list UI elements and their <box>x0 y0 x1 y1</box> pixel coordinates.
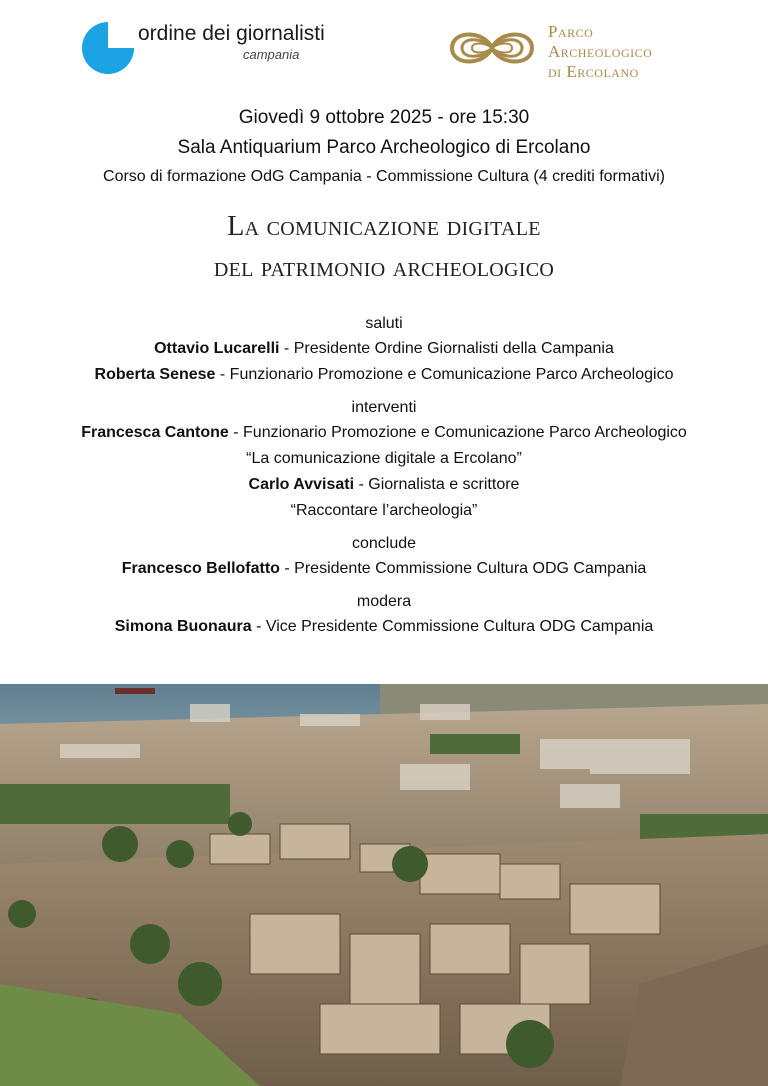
title-line-1: La comunicazione digitale <box>227 211 541 242</box>
parco-line-1: Parco <box>548 22 594 41</box>
speaker-role: - Funzionario Promozione e Comunicazione Parco Archeologico <box>228 424 687 441</box>
speaker-role: - Vice Presidente Commissione Cultura ODG Campania <box>251 618 654 635</box>
section-modera-label: modera <box>356 593 412 610</box>
speaker-name: Simona Buonaura <box>114 618 252 635</box>
speaker-role: - Giornalista e scrittore <box>354 476 520 493</box>
section-interventi-label: interventi <box>351 399 417 416</box>
parco-line-2: Archeologico <box>548 42 653 61</box>
program <box>0 312 768 640</box>
page-title <box>0 206 768 288</box>
speaker-line <box>0 362 768 388</box>
speaker-name: Carlo Avvisati <box>248 476 355 493</box>
speaker-line <box>0 556 768 582</box>
speaker-role: - Presidente Ordine Giornalisti della Campania <box>279 340 614 357</box>
speaker-line <box>0 420 768 446</box>
talk-title: “Raccontare l’archeologia” <box>290 502 478 519</box>
speaker-name: Ottavio Lucarelli <box>154 340 280 357</box>
speaker-name: Roberta Senese <box>94 366 216 383</box>
title-line-2: del patrimonio archeologico <box>213 252 555 283</box>
odg-circle-icon <box>80 20 136 76</box>
event-date: Giovedì 9 ottobre 2025 - ore 15:30 <box>238 107 530 128</box>
header <box>0 0 768 92</box>
speaker-line <box>0 614 768 640</box>
event-info <box>0 104 768 189</box>
speaker-name: Francesco Bellofatto <box>121 560 280 577</box>
odg-sub: campania <box>243 47 300 62</box>
talk-title: “La comunicazione digitale a Ercolano” <box>246 450 522 467</box>
aerial-photo-herculaneum <box>0 684 768 1086</box>
odg-name: ordine dei giornalisti <box>138 22 325 45</box>
ruins-illustration <box>0 684 768 1086</box>
parco-line-3: di Ercolano <box>548 62 639 81</box>
parco-name <box>548 22 652 82</box>
event-venue: Sala Antiquarium Parco Archeologico di Ercolano <box>177 137 591 158</box>
speaker-role: - Funzionario Promozione e Comunicazione Parco Archeologico <box>215 366 674 383</box>
knot-emblem-icon <box>444 22 540 74</box>
section-conclude-label: conclude <box>351 535 417 552</box>
event-course: Corso di formazione OdG Campania - Commissione Cultura (4 crediti formativi) <box>103 168 665 185</box>
odg-logo <box>80 20 325 76</box>
speaker-name: Francesca Cantone <box>81 424 229 441</box>
speaker-role: - Presidente Commissione Cultura ODG Campania <box>279 560 647 577</box>
speaker-line <box>0 472 768 498</box>
parco-logo <box>444 20 714 81</box>
speaker-line <box>0 336 768 362</box>
section-saluti-label: saluti <box>365 315 403 332</box>
